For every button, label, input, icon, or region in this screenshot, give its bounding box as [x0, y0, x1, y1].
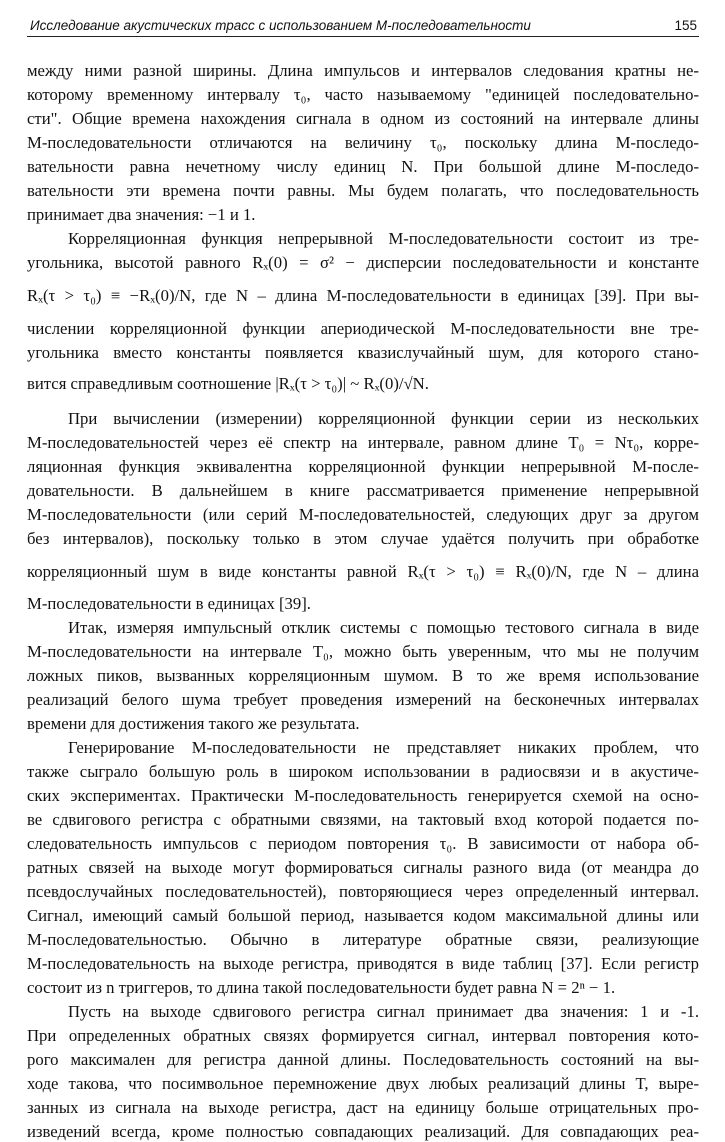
text-line: М-последовательности в единицах [39].: [27, 594, 311, 613]
text-line: М-последовательность на выходе регистра, приводятся в виде таблиц [37]. Если регистр: [27, 954, 699, 973]
text-line: между ними разной ширины. Длина импульсов и интервалов следования кратны не-: [27, 61, 699, 80]
text-line: сти". Общие времена нахождения сигнала в одном из состояний на интервале длины: [27, 109, 699, 128]
text-line: псевдослучайных последовательностей), повторяющиеся через определенный интервал.: [27, 882, 699, 901]
text-line: вится справедливым соотношение |Rₓ(τ > τ₀)| ~ Rₓ(0)/√N.: [27, 374, 429, 393]
text-line: принимает два значения: −1 и 1.: [27, 205, 256, 224]
text-line: М-последовательностью. Обычно в литературе обратные связи, реализующие: [27, 930, 699, 949]
text-line: реализаций белого шума требует проведения измерений на бесконечных интервалах: [27, 690, 699, 709]
text-line: При вычислении (измерении) корреляционной функции серии из нескольких: [68, 409, 699, 428]
text-line: занных из сигнала на выходе регистра, даст на единицу больше отрицательных про-: [27, 1098, 699, 1117]
text-line: рого максимален для регистра данной длины. Последовательность состояний на вы-: [27, 1050, 699, 1069]
running-header-title: Исследование акустических трасс с использованием М-последовательности: [30, 18, 531, 33]
text-line: которому временному интервалу τ₀, часто называемому "единицей последовательно-: [27, 85, 699, 104]
text-line: угольника вместо константы появляется квазислучайный шум, для которого стано-: [27, 343, 699, 362]
text-line: угольника, высотой равного Rₓ(0) = σ² − дисперсии последовательности и константе: [27, 253, 699, 272]
text-line: вательности равна нечетному числу единиц N. При большой длине М-последо-: [27, 157, 699, 176]
text-line: М-последовательности (или серий М-последовательностей, следующих друг за другом: [27, 505, 699, 524]
text-line: Генерирование М-последовательности не представляет никаких проблем, что: [68, 738, 699, 757]
text-line: следовательность импульсов с периодом повторения τ₀. В зависимости от набора об-: [27, 834, 699, 853]
text-line: Rₓ(τ > τ₀) ≡ −Rₓ(0)/N, где N – длина М-последовательности в единицах [39]. При вы-: [27, 286, 699, 305]
text-line: ских экспериментах. Практически М-последовательность генерируется схемой на осно-: [27, 786, 699, 805]
text-line: изведений всегда, кроме полностью совпадающих реализаций. Для совпадающих реа-: [27, 1122, 699, 1141]
text-line: М-последовательности на интервале T₀, можно быть уверенным, что мы не получим: [27, 642, 699, 661]
text-line: довательности. В дальнейшем в книге рассматривается применение непрерывной: [27, 481, 699, 500]
text-line: без интервалов), поскольку только в этом случае удаётся получить при обработке: [27, 529, 699, 548]
text-line: также сыграло большую роль в широком использовании в радиосвязи и в акустиче-: [27, 762, 699, 781]
text-line: состоит из n триггеров, то длина такой последовательности будет равна N = 2ⁿ − 1.: [27, 978, 616, 997]
text-line: Корреляционная функция непрерывной М-последовательности состоит из тре-: [68, 229, 699, 248]
text-line: вательности эти времена почти равны. Мы будем полагать, что последовательность: [27, 181, 699, 200]
text-line: Сигнал, имеющий самый большой период, называется кодом максимальной длины или: [27, 906, 699, 925]
text-line: ратных связей на выходе могут формироваться сигналы разного вида (от меандра до: [27, 858, 699, 877]
text-line: ляционная функция эквивалентна корреляционной функции непрерывной М-после-: [27, 457, 699, 476]
page-number: 155: [674, 18, 697, 33]
text-line: Итак, измеряя импульсный отклик системы с помощью тестового сигнала в виде: [68, 618, 699, 637]
text-line: М-последовательностей через её спектр на интервале, равном длине T₀ = Nτ₀, корре-: [27, 433, 699, 452]
text-line: времени для достижения такого же результата.: [27, 714, 360, 733]
running-header: [27, 14, 699, 37]
text-line: При определенных обратных связях формируется сигнал, интервал повторения кото-: [27, 1026, 699, 1045]
text-line: М-последовательности отличаются на величину τ₀, поскольку длина М-последо-: [27, 133, 699, 152]
text-line: ве сдвигового регистра с обратными связями, на тактовый вход которой подается по-: [27, 810, 699, 829]
text-line: Пусть на выходе сдвигового регистра сигнал принимает два значения: 1 и -1.: [68, 1002, 699, 1021]
text-line: корреляционный шум в виде константы равной Rₓ(τ > τ₀) ≡ Rₓ(0)/N, где N – длина: [27, 562, 699, 581]
text-line: ложных пиков, вызванных корреляционным шумом. В то же время использование: [27, 666, 699, 685]
text-line: ходе такова, что посимвольное перемножение двух любых реализаций длины T, выре-: [27, 1074, 699, 1093]
text-line: числении корреляционной функции апериодической М-последовательности вне тре-: [27, 319, 699, 338]
